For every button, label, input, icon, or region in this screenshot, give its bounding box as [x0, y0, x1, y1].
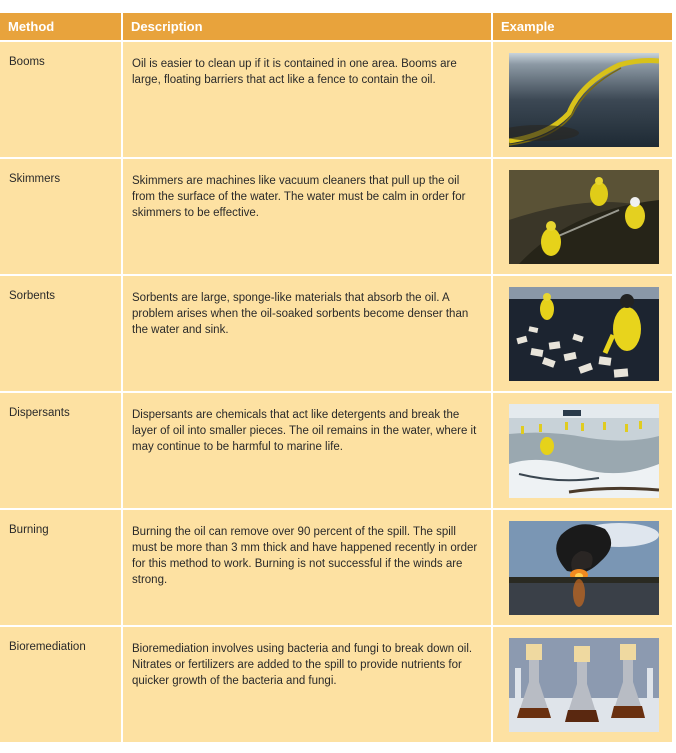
burning-photo	[509, 521, 659, 615]
table-row-bioremediation	[0, 625, 672, 742]
table-row-burning	[0, 508, 672, 625]
method-cell: Dispersants	[0, 393, 123, 508]
table-header	[0, 13, 672, 40]
description-cell: Oil is easier to clean up if it is contained in one area. Booms are large, floating barriers that act like a fence to contain the oil.	[123, 42, 493, 157]
example-cell	[493, 276, 672, 391]
description-cell: Bioremediation involves using bacteria and fungi to break down oil. Nitrates or fertilizers are added to the spill to provide nutrients for quicker growth of the bacteria and fungi.	[123, 627, 493, 742]
description-cell: Dispersants are chemicals that act like detergents and break the layer of oil into smaller pieces. The oil remains in the water, where it may continue to be harmful to marine life.	[123, 393, 493, 508]
example-cell	[493, 627, 672, 742]
method-cell: Skimmers	[0, 159, 123, 274]
oil-cleanup-methods-table	[0, 13, 672, 742]
table-row-booms	[0, 40, 672, 157]
example-cell	[493, 393, 672, 508]
description-cell: Burning the oil can remove over 90 percent of the spill. The spill must be more than 3 mm thick and have happened recently in order for this method to work. Burning is not successful if the winds are strong.	[123, 510, 493, 625]
example-cell	[493, 42, 672, 157]
method-cell: Booms	[0, 42, 123, 157]
method-cell: Burning	[0, 510, 123, 625]
booms-photo	[509, 53, 659, 147]
method-cell: Sorbents	[0, 276, 123, 391]
bioremediation-photo	[509, 638, 659, 732]
description-cell: Skimmers are machines like vacuum cleaners that pull up the oil from the surface of the water. The water must be calm in order for skimmers to be effective.	[123, 159, 493, 274]
table-row-sorbents	[0, 274, 672, 391]
header-example: Example	[501, 19, 555, 34]
example-cell	[493, 510, 672, 625]
header-method: Method	[0, 13, 123, 40]
skimmers-photo	[509, 170, 659, 264]
description-cell: Sorbents are large, sponge-like materials that absorb the oil. A problem arises when the oil-soaked sorbents become denser than the water and sink.	[123, 276, 493, 391]
header-description: Description	[123, 13, 493, 40]
table-row-dispersants	[0, 391, 672, 508]
example-cell	[493, 159, 672, 274]
sorbents-photo	[509, 287, 659, 381]
table-row-skimmers	[0, 157, 672, 274]
dispersants-photo	[509, 404, 659, 498]
method-cell: Bioremediation	[0, 627, 123, 742]
